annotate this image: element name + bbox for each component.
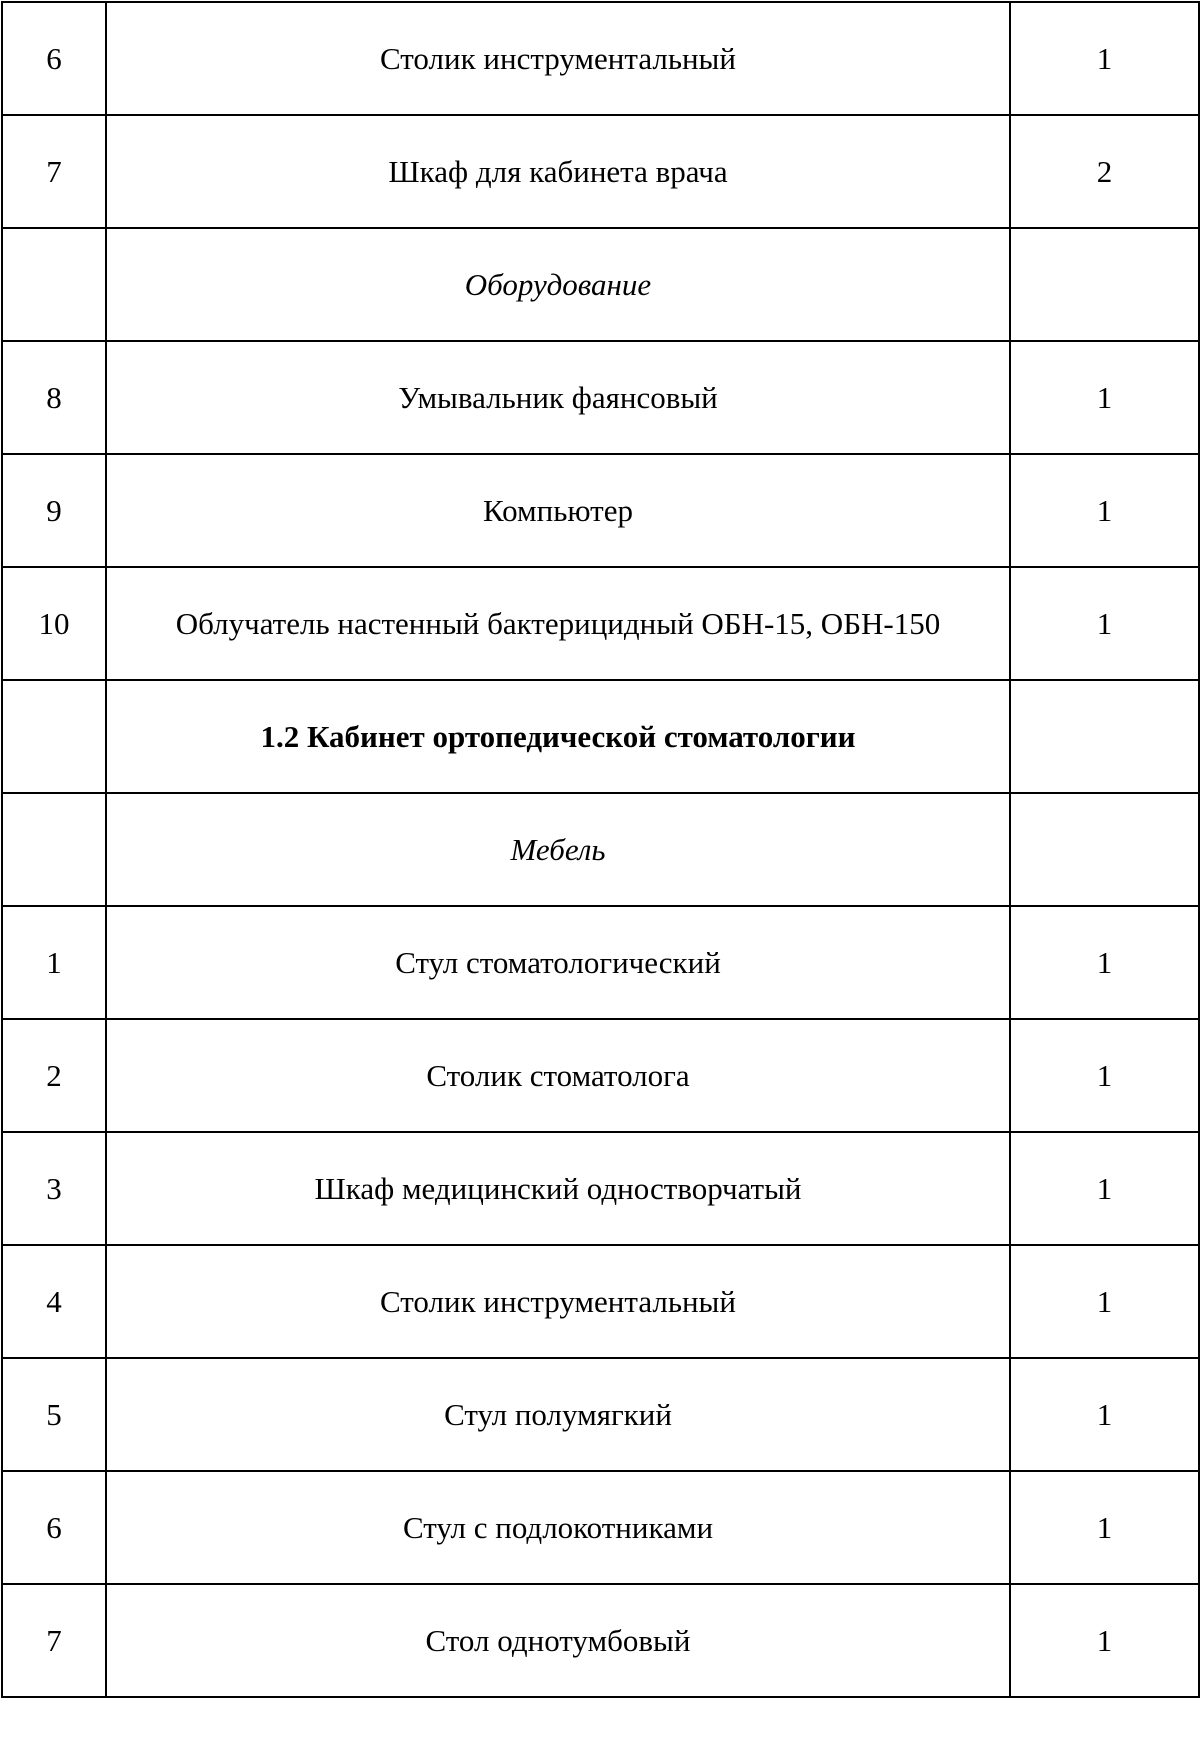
item-name-cell [106,1245,1010,1358]
subsection-title-cell [106,793,1010,906]
quantity-cell [1010,1245,1199,1358]
table-row [2,1584,1199,1697]
subsection-row [2,228,1199,341]
quantity-cell [1010,1358,1199,1471]
row-number: 6 [46,1509,62,1545]
row-number: 7 [46,1622,62,1658]
row-number-cell [2,906,106,1019]
table-row [2,1358,1199,1471]
table-row [2,906,1199,1019]
row-number: 4 [46,1283,62,1319]
equipment-table [1,1,1200,1698]
item-name: Столик инструментальный [380,1283,736,1319]
item-name-cell [106,2,1010,115]
row-number-cell [2,1132,106,1245]
row-number-cell [2,567,106,680]
quantity-cell [1010,454,1199,567]
subsection-row [2,793,1199,906]
item-name-cell [106,1471,1010,1584]
quantity-cell [1010,115,1199,228]
row-number-cell [2,341,106,454]
quantity: 1 [1096,1170,1113,1206]
row-number-cell [2,2,106,115]
item-name-cell [106,567,1010,680]
quantity: 1 [1096,944,1113,980]
row-number: 5 [46,1396,62,1432]
quantity-cell [1010,1584,1199,1697]
quantity: 1 [1096,40,1113,76]
table-row [2,1245,1199,1358]
row-number: 1 [46,944,62,980]
section-row [2,680,1199,793]
row-number-cell [2,228,106,341]
item-name: Столик стоматолога [426,1057,690,1093]
table-row [2,1019,1199,1132]
quantity: 1 [1096,605,1113,641]
quantity-cell [1010,567,1199,680]
item-name: Шкаф для кабинета врача [388,153,728,189]
quantity: 1 [1096,492,1113,528]
item-name: Стул с подлокотниками [402,1509,714,1545]
quantity: 2 [1096,153,1113,189]
table-row [2,1132,1199,1245]
row-number-cell [2,454,106,567]
quantity: 1 [1096,379,1113,415]
item-name-cell [106,1019,1010,1132]
item-name-cell [106,1584,1010,1697]
item-name-cell [106,1132,1010,1245]
table-row [2,341,1199,454]
row-number-cell [2,1245,106,1358]
quantity-cell [1010,906,1199,1019]
section-title-cell [106,680,1010,793]
item-name: Шкаф медицинский одностворчатый [314,1170,802,1206]
quantity: 1 [1096,1509,1113,1545]
quantity: 1 [1096,1396,1113,1432]
quantity-cell [1010,228,1199,341]
item-name: Стул полумягкий [444,1396,672,1432]
equipment-table-body [2,2,1199,1697]
quantity: 1 [1096,1057,1113,1093]
row-number: 3 [46,1170,62,1206]
table-row [2,567,1199,680]
quantity-cell [1010,2,1199,115]
quantity-cell [1010,793,1199,906]
row-number: 8 [46,379,62,415]
row-number: 10 [38,605,70,641]
row-number-cell [2,680,106,793]
item-name-cell [106,1358,1010,1471]
item-name-cell [106,906,1010,1019]
item-name: Стол однотумбовый [425,1622,691,1658]
quantity-cell [1010,1471,1199,1584]
subsection-title-cell [106,228,1010,341]
item-name: Стул стоматологический [395,944,721,980]
quantity: 1 [1096,1622,1113,1658]
row-number: 7 [46,153,62,189]
row-number: 2 [46,1057,62,1093]
row-number: 9 [46,492,62,528]
item-name: Облучатель настенный бактерицидный ОБН-15, ОБН-150 [175,605,941,641]
quantity-cell [1010,680,1199,793]
row-number: 6 [46,40,62,76]
table-row [2,115,1199,228]
quantity-cell [1010,1019,1199,1132]
row-number-cell [2,1471,106,1584]
table-row [2,454,1199,567]
item-name-cell [106,115,1010,228]
table-row [2,1471,1199,1584]
row-number-cell [2,1584,106,1697]
row-number-cell [2,1019,106,1132]
subsection-title: Мебель [510,831,606,867]
subsection-title: Оборудование [464,266,652,302]
row-number-cell [2,793,106,906]
quantity: 1 [1096,1283,1113,1319]
table-row [2,2,1199,115]
section-title: 1.2 Кабинет ортопедической стоматологии [260,718,856,754]
item-name-cell [106,454,1010,567]
row-number-cell [2,115,106,228]
quantity-cell [1010,341,1199,454]
item-name-cell [106,341,1010,454]
item-name: Столик инструментальный [380,40,736,76]
row-number-cell [2,1358,106,1471]
item-name: Умывальник фаянсовый [398,379,718,415]
quantity-cell [1010,1132,1199,1245]
item-name: Компьютер [483,492,633,528]
